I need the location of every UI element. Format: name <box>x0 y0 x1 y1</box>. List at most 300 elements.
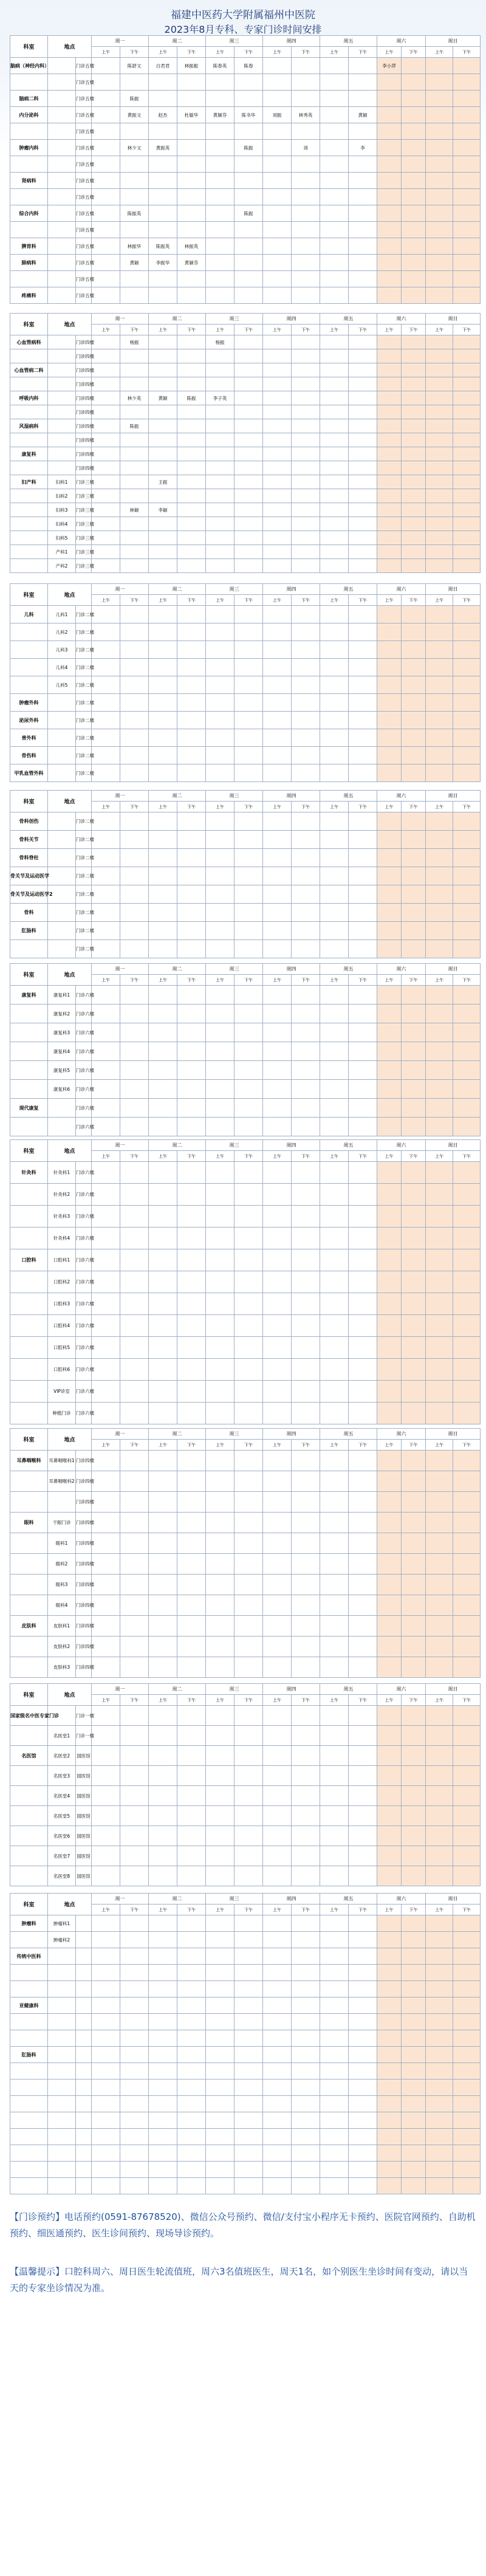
doctor-cell <box>263 904 292 922</box>
doctor-cell <box>292 659 320 676</box>
doctor-cell <box>120 623 149 641</box>
doctor-cell <box>120 676 149 694</box>
doctor-cell <box>349 123 377 140</box>
doctor-cell <box>177 531 206 545</box>
doctor-cell <box>292 1492 320 1513</box>
doctor-cell <box>120 2047 149 2063</box>
doctor-cell <box>426 729 453 747</box>
doctor-cell <box>206 255 234 271</box>
day-header: 周三 <box>206 1140 263 1151</box>
location-cell <box>76 2112 92 2129</box>
day-header-row <box>10 314 481 325</box>
sub-dept-cell <box>48 922 76 940</box>
table-row <box>10 1595 481 1616</box>
doctor-cell <box>292 2030 320 2047</box>
schedule-table <box>10 1683 481 1886</box>
day-header: 周三 <box>206 791 263 802</box>
doctor-cell <box>149 867 177 885</box>
doctor-cell <box>426 107 453 123</box>
table-row <box>10 1184 481 1206</box>
doctor-cell <box>177 1616 206 1637</box>
location-cell: 门诊六楼 <box>76 1293 92 1315</box>
doctor-cell <box>263 531 292 545</box>
doctor-cell <box>292 1249 320 1271</box>
doctor-cell <box>234 489 263 503</box>
sub-dept-cell: 儿科5 <box>48 676 76 694</box>
doctor-cell <box>120 475 149 489</box>
doctor-cell <box>320 1846 349 1866</box>
doctor-cell <box>349 623 377 641</box>
doctor-cell <box>377 391 402 405</box>
doctor-cell <box>92 335 120 349</box>
doctor-cell <box>206 1948 234 1965</box>
halfday-header: 上午 <box>263 1440 292 1451</box>
doctor-cell <box>453 1637 481 1657</box>
doctor-cell <box>292 1766 320 1786</box>
doctor-cell <box>206 1005 234 1023</box>
doctor-cell <box>149 123 177 140</box>
doctor-cell <box>206 433 234 447</box>
halfday-header: 上午 <box>206 1440 234 1451</box>
doctor-cell <box>292 271 320 287</box>
doctor-cell <box>177 1249 206 1271</box>
doctor-cell <box>426 1981 453 1997</box>
doctor-cell <box>206 1766 234 1786</box>
table-row <box>10 205 481 222</box>
halfday-header: 上午 <box>320 1151 349 1162</box>
halfday-header: 上午 <box>149 1151 177 1162</box>
doctor-cell <box>377 623 402 641</box>
doctor-cell <box>402 1315 426 1337</box>
doctor-cell <box>453 1595 481 1616</box>
doctor-cell <box>234 335 263 349</box>
doctor-cell <box>426 433 453 447</box>
halfday-header: 上午 <box>377 47 402 58</box>
halfday-header: 上午 <box>92 325 120 335</box>
dept-cell <box>10 1359 48 1381</box>
doctor-cell <box>402 747 426 764</box>
halfday-header: 下午 <box>234 1151 263 1162</box>
doctor-cell <box>149 2096 177 2112</box>
sub-dept-cell: 干眼门诊 <box>48 1513 76 1533</box>
table-row <box>10 904 481 922</box>
halfday-header: 上午 <box>377 1151 402 1162</box>
doctor-cell <box>292 475 320 489</box>
location-cell <box>76 2047 92 2063</box>
doctor-cell <box>402 349 426 363</box>
location-cell: 国医馆 <box>76 1766 92 1786</box>
day-header: 周五 <box>320 584 377 595</box>
doctor-cell <box>349 1637 377 1657</box>
dept-cell: 皮肤科 <box>10 1616 48 1637</box>
doctor-cell <box>92 123 120 140</box>
day-header: 周六 <box>377 1140 426 1151</box>
doctor-cell <box>320 1616 349 1637</box>
schedule-table <box>10 963 481 1136</box>
dept-cell <box>10 1657 48 1678</box>
location-cell <box>76 2145 92 2162</box>
doctor-cell <box>320 812 349 831</box>
table-row <box>10 606 481 623</box>
doctor-cell <box>453 940 481 958</box>
doctor-cell: 林振华 <box>120 238 149 255</box>
table-row <box>10 1315 481 1337</box>
dept-cell <box>10 74 48 91</box>
doctor-cell <box>402 1271 426 1293</box>
doctor-cell <box>92 1766 120 1786</box>
halfday-header: 下午 <box>177 595 206 606</box>
day-header: 周二 <box>149 36 206 47</box>
sub-dept-cell <box>48 2162 76 2178</box>
doctor-cell <box>206 123 234 140</box>
doctor-cell <box>377 712 402 729</box>
doctor-cell <box>149 641 177 659</box>
doctor-cell <box>377 1023 402 1042</box>
doctor-cell <box>149 74 177 91</box>
doctor-cell <box>426 475 453 489</box>
sub-dept-cell <box>48 831 76 849</box>
sub-dept-cell <box>48 812 76 831</box>
doctor-cell <box>349 2080 377 2096</box>
doctor-cell <box>453 2162 481 2178</box>
location-cell: 门诊六楼 <box>76 1271 92 1293</box>
doctor-cell <box>120 659 149 676</box>
day-header: 周一 <box>92 314 149 325</box>
doctor-cell <box>206 1042 234 1061</box>
doctor-cell <box>177 2178 206 2194</box>
doctor-cell <box>234 503 263 517</box>
day-header: 周五 <box>320 791 377 802</box>
day-header: 周四 <box>263 584 320 595</box>
doctor-cell <box>377 1657 402 1678</box>
sub-dept-cell <box>48 377 76 391</box>
doctor-cell <box>263 1616 292 1637</box>
doctor-cell <box>120 1162 149 1184</box>
doctor-cell <box>234 764 263 782</box>
day-header: 周三 <box>206 314 263 325</box>
day-header: 周二 <box>149 964 206 975</box>
doctor-cell <box>149 2014 177 2030</box>
halfday-header: 下午 <box>292 1440 320 1451</box>
doctor-cell <box>92 986 120 1005</box>
doctor-cell <box>320 1866 349 1886</box>
location-cell <box>76 1965 92 1981</box>
doctor-cell <box>234 1706 263 1726</box>
location-cell: 门诊二楼 <box>76 764 92 782</box>
doctor-cell <box>177 831 206 849</box>
doctor-cell <box>263 1162 292 1184</box>
halfday-header: 下午 <box>292 1905 320 1915</box>
sub-dept-cell <box>48 447 76 461</box>
doctor-cell <box>402 2063 426 2080</box>
doctor-cell <box>292 335 320 349</box>
doctor-cell <box>453 1726 481 1746</box>
doctor-cell <box>120 461 149 475</box>
halfday-header: 下午 <box>402 47 426 58</box>
doctor-cell <box>234 1228 263 1249</box>
doctor-cell <box>120 173 149 189</box>
doctor-cell <box>426 1080 453 1099</box>
doctor-cell <box>349 1061 377 1080</box>
doctor-cell <box>149 2063 177 2080</box>
doctor-cell <box>234 2162 263 2178</box>
doctor-cell <box>92 58 120 74</box>
doctor-cell <box>263 545 292 559</box>
doctor-cell <box>453 1826 481 1846</box>
dept-cell: 脑病（神经内科） <box>10 58 48 74</box>
doctor-cell <box>120 271 149 287</box>
doctor-cell <box>292 1997 320 2014</box>
doctor-cell <box>263 405 292 419</box>
doctor-cell <box>320 335 349 349</box>
halfday-header: 下午 <box>120 595 149 606</box>
doctor-cell <box>177 2129 206 2145</box>
doctor-cell <box>177 2112 206 2129</box>
halfday-header: 上午 <box>206 325 234 335</box>
doctor-cell <box>426 764 453 782</box>
doctor-cell <box>234 2047 263 2063</box>
doctor-cell <box>402 1533 426 1554</box>
doctor-cell <box>120 606 149 623</box>
doctor-cell <box>234 91 263 107</box>
doctor-cell <box>320 1293 349 1315</box>
halfday-header: 上午 <box>92 1695 120 1706</box>
location-header: 地点 <box>48 36 92 58</box>
doctor-cell <box>234 2145 263 2162</box>
dept-cell: 骨科 <box>10 904 48 922</box>
location-cell: 门诊二楼 <box>76 867 92 885</box>
doctor-cell <box>402 447 426 461</box>
doctor-cell <box>263 255 292 271</box>
halfday-header: 上午 <box>149 595 177 606</box>
doctor-cell <box>120 1061 149 1080</box>
doctor-cell <box>263 205 292 222</box>
doctor-cell <box>320 489 349 503</box>
doctor-cell <box>349 173 377 189</box>
doctor-cell <box>292 2096 320 2112</box>
doctor-cell <box>92 1005 120 1023</box>
dept-cell: 肿瘤科 <box>10 1915 48 1932</box>
doctor-cell <box>234 849 263 867</box>
sub-dept-cell: 皮肤科2 <box>48 1637 76 1657</box>
doctor-cell <box>292 287 320 304</box>
doctor-cell <box>377 986 402 1005</box>
dept-cell: 肿瘤内科 <box>10 140 48 156</box>
halfday-header: 上午 <box>206 802 234 812</box>
doctor-cell <box>206 1023 234 1042</box>
doctor-cell <box>234 606 263 623</box>
doctor-cell <box>426 461 453 475</box>
dept-cell <box>10 1637 48 1657</box>
doctor-cell <box>149 764 177 782</box>
doctor-cell <box>320 2014 349 2030</box>
location-cell: 门诊六楼 <box>76 1228 92 1249</box>
doctor-cell <box>402 123 426 140</box>
doctor-cell <box>292 433 320 447</box>
doctor-cell <box>453 2145 481 2162</box>
sub-dept-cell <box>48 1099 76 1118</box>
doctor-cell <box>349 349 377 363</box>
dept-cell <box>10 349 48 363</box>
doctor-cell <box>453 433 481 447</box>
doctor-cell <box>349 1228 377 1249</box>
location-cell: 门诊四楼 <box>76 461 92 475</box>
sub-dept-cell <box>48 189 76 205</box>
doctor-cell <box>92 712 120 729</box>
doctor-cell: 白君君 <box>149 58 177 74</box>
doctor-cell <box>453 1981 481 1997</box>
location-cell: 门诊四楼 <box>76 1637 92 1657</box>
doctor-cell <box>377 2129 402 2145</box>
doctor-cell <box>263 2014 292 2030</box>
doctor-cell <box>377 2014 402 2030</box>
doctor-cell <box>426 1249 453 1271</box>
doctor-cell <box>377 1637 402 1657</box>
doctor-cell <box>234 1005 263 1023</box>
location-cell: 国医馆 <box>76 1746 92 1766</box>
doctor-cell <box>92 1554 120 1575</box>
dept-cell <box>10 1806 48 1826</box>
doctor-cell <box>320 1932 349 1948</box>
doctor-cell <box>320 1915 349 1932</box>
doctor-cell <box>377 1206 402 1228</box>
day-header: 周一 <box>92 1684 149 1695</box>
sub-dept-cell: 眼科4 <box>48 1595 76 1616</box>
doctor-cell <box>377 349 402 363</box>
doctor-cell <box>92 433 120 447</box>
doctor-cell <box>453 271 481 287</box>
location-cell: 门诊四楼 <box>76 1451 92 1471</box>
sub-dept-cell: 名医堂5 <box>48 1806 76 1826</box>
doctor-cell <box>377 694 402 712</box>
table-row <box>10 545 481 559</box>
doctor-cell <box>292 1915 320 1932</box>
doctor-cell <box>426 1184 453 1206</box>
doctor-cell <box>426 606 453 623</box>
doctor-cell <box>234 173 263 189</box>
doctor-cell <box>92 1206 120 1228</box>
doctor-cell <box>349 694 377 712</box>
doctor-cell <box>349 271 377 287</box>
doctor-cell <box>377 1099 402 1118</box>
doctor-cell <box>234 2080 263 2096</box>
doctor-cell <box>377 1471 402 1492</box>
halfday-header: 下午 <box>402 1151 426 1162</box>
doctor-cell <box>349 1381 377 1403</box>
doctor-cell <box>177 205 206 222</box>
doctor-cell <box>263 1471 292 1492</box>
day-header: 周一 <box>92 1429 149 1440</box>
doctor-cell <box>149 1184 177 1206</box>
location-cell: 门诊二楼 <box>76 904 92 922</box>
doctor-cell <box>377 1997 402 2014</box>
doctor-cell <box>120 2129 149 2145</box>
table-row <box>10 503 481 517</box>
location-cell: 门诊五楼 <box>76 255 92 271</box>
doctor-cell <box>263 1981 292 1997</box>
doctor-cell <box>402 885 426 904</box>
halfday-header: 上午 <box>206 595 234 606</box>
day-header: 周五 <box>320 314 377 325</box>
doctor-cell <box>426 1005 453 1023</box>
doctor-cell <box>402 1337 426 1359</box>
sub-dept-cell: 口腔科4 <box>48 1315 76 1337</box>
day-header: 周日 <box>426 584 481 595</box>
schedule-table <box>10 1139 481 1424</box>
doctor-cell <box>453 867 481 885</box>
doctor-cell <box>402 1206 426 1228</box>
doctor-cell <box>234 1948 263 1965</box>
doctor-cell <box>234 1981 263 1997</box>
doctor-cell <box>349 489 377 503</box>
doctor-cell <box>177 489 206 503</box>
doctor-cell <box>149 1866 177 1886</box>
doctor-cell <box>234 156 263 173</box>
doctor-cell: 赵杰 <box>149 107 177 123</box>
location-cell: 门诊三楼 <box>76 517 92 531</box>
location-cell: 门诊五楼 <box>76 140 92 156</box>
sub-dept-cell <box>48 363 76 377</box>
halfday-header: 下午 <box>292 975 320 986</box>
doctor-cell <box>149 1337 177 1359</box>
doctor-cell <box>320 123 349 140</box>
day-header: 周三 <box>206 1894 263 1905</box>
doctor-cell <box>292 545 320 559</box>
doctor-cell <box>206 606 234 623</box>
doctor-cell <box>426 58 453 74</box>
location-cell: 门诊五楼 <box>76 271 92 287</box>
doctor-cell <box>453 1042 481 1061</box>
doctor-cell <box>377 1337 402 1359</box>
day-header: 周三 <box>206 1429 263 1440</box>
sub-dept-cell: 儿科2 <box>48 623 76 641</box>
halfday-header: 上午 <box>263 325 292 335</box>
dept-cell <box>10 1575 48 1595</box>
doctor-cell <box>263 559 292 573</box>
doctor-cell <box>377 1806 402 1826</box>
sub-dept-cell <box>48 391 76 405</box>
doctor-cell <box>320 2063 349 2080</box>
table-row <box>10 1023 481 1042</box>
doctor-cell <box>320 747 349 764</box>
doctor-cell <box>120 2063 149 2080</box>
doctor-cell <box>177 1228 206 1249</box>
doctor-cell <box>377 419 402 433</box>
doctor-cell <box>92 729 120 747</box>
doctor-cell <box>349 1981 377 1997</box>
doctor-cell <box>402 986 426 1005</box>
doctor-cell <box>206 1118 234 1136</box>
doctor-cell <box>426 1637 453 1657</box>
doctor-cell <box>177 1293 206 1315</box>
location-cell: 门诊六楼 <box>76 1080 92 1099</box>
doctor-cell <box>292 1786 320 1806</box>
doctor-cell <box>149 940 177 958</box>
doctor-cell <box>453 1271 481 1293</box>
dept-header: 科室 <box>10 1894 48 1915</box>
dept-cell: 甲乳血管外科 <box>10 764 48 782</box>
location-cell: 门诊二楼 <box>76 676 92 694</box>
doctor-cell <box>92 391 120 405</box>
doctor-cell <box>263 712 292 729</box>
table-row <box>10 1451 481 1471</box>
doctor-cell: 杨振 <box>120 335 149 349</box>
doctor-cell <box>263 377 292 391</box>
doctor-cell <box>292 1637 320 1657</box>
doctor-cell <box>349 433 377 447</box>
doctor-cell <box>349 1023 377 1042</box>
doctor-cell <box>92 1726 120 1746</box>
